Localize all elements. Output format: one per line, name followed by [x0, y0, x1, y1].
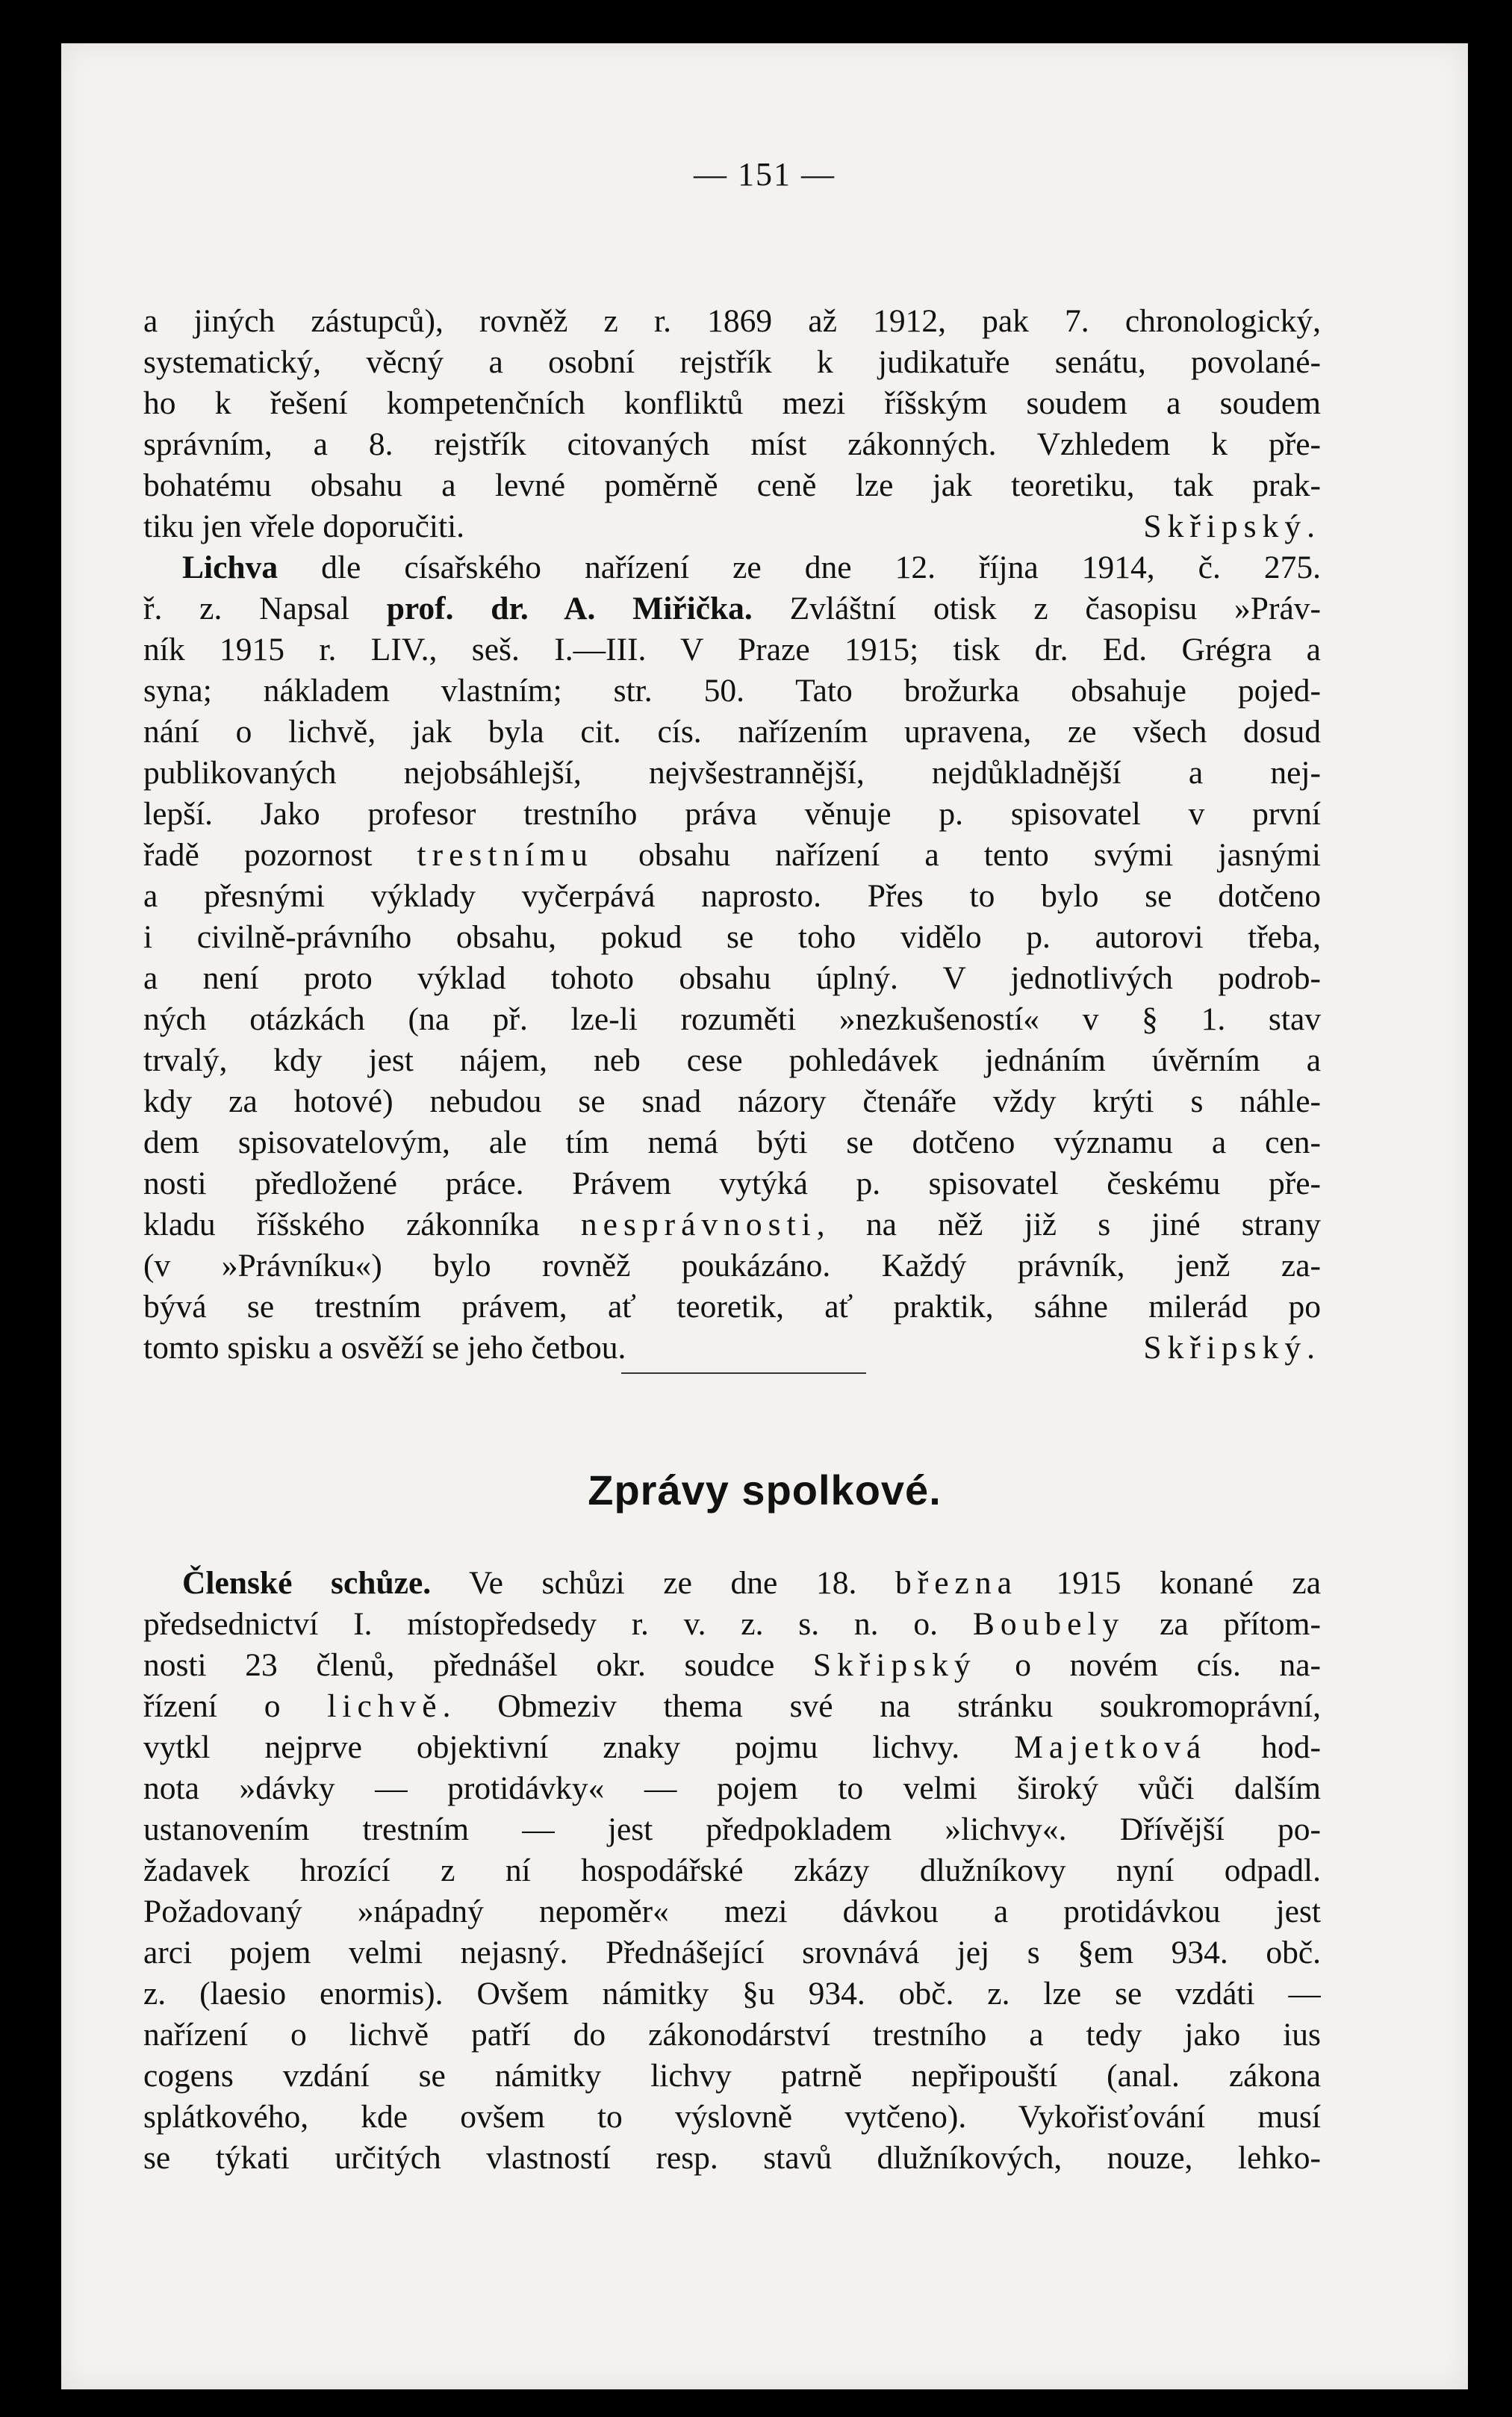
text-line [143, 1645, 1321, 1686]
text-line: a přesnými výklady vyčerpává naprosto. Přes to bylo se dotčeno [143, 878, 1321, 914]
text-line: systematický, věcný a osobní rejstřík k judikatuře senátu, povolané- [143, 344, 1321, 380]
text-line: (v »Právníku«) bylo rovněž poukázáno. Každý právník, jenž za- [143, 1248, 1321, 1284]
society-report [143, 1563, 1321, 2179]
text-segment: , na něž již s jiné strany [816, 1207, 1321, 1242]
text-line: splátkového, kde ovšem to výslovně vytčeno). Vykořisťování musí [143, 2099, 1321, 2135]
text-line: lepší. Jako profesor trestního práva věnuje p. spisovatel v první [143, 796, 1321, 832]
text-line: nání o lichvě, jak byla cit. cís. nařízením upravena, ze všech dosud [143, 714, 1321, 750]
text-line: nařízení o lichvě patří do zákonodárství trestního a tedy jako ius [143, 2017, 1321, 2053]
text-line-with-signature [143, 506, 1321, 547]
text-segment: řadě pozornost [143, 837, 417, 873]
text-line: a jiných zástupců), rovněž z r. 1869 až 1912, pak 7. chronologický, [143, 303, 1321, 339]
review-title: Lichva [182, 550, 279, 585]
text-line: arci pojem velmi nejasný. Přednášející srovnává jej s §em 934. obč. [143, 1935, 1321, 1970]
text-line: cogens vzdání se námitky lichvy patrně nepřipouští (anal. zákona [143, 2058, 1321, 2094]
text-line: žadavek hrozící z ní hospodářské zkázy dlužníkovy nyní odpadl. [143, 1853, 1321, 1888]
text-line [143, 835, 1321, 876]
review-title-line [143, 547, 1321, 588]
spaced-emphasis: trestnímu [417, 837, 594, 873]
text-segment: řízení o [143, 1688, 328, 1724]
text-segment: o novém cís. na- [976, 1647, 1321, 1683]
spaced-emphasis: nesprávnosti [580, 1207, 817, 1242]
text-line: bohatému obsahu a levné poměrně ceně lze jak teoretiku, tak prak- [143, 467, 1321, 503]
text-segment: nosti 23 členů, přednášel okr. soudce [143, 1647, 813, 1683]
text-line: ustanovením trestním — jest předpokladem »lichvy«. Dřívější po- [143, 1811, 1321, 1847]
text-line: tiku jen vřele doporučiti. [143, 508, 465, 544]
text-segment: dle císařského nařízení ze dne 12. října 1914, č. 275. [278, 550, 1321, 585]
reviewer-signature: Skřipský. [1143, 1330, 1321, 1366]
text-segment: ř. z. Napsal [143, 591, 387, 626]
section-heading: Zprávy spolkové. [588, 1466, 942, 1514]
text-segment: Zvláštní otisk z časopisu »Práv- [752, 591, 1321, 626]
reviewer-signature: Skřipský. [1143, 508, 1321, 544]
spaced-emphasis: lichvě [327, 1688, 443, 1724]
spaced-emphasis: Boubely [972, 1606, 1125, 1642]
text-line: ných otázkách (na př. lze-li rozuměti »nezkušeností« v § 1. stav [143, 1001, 1321, 1037]
text-segment: za přítom- [1124, 1606, 1321, 1642]
review-continuation [143, 301, 1321, 547]
text-line [143, 1686, 1321, 1727]
text-line: trvalý, kdy jest nájem, neb cese pohledávek jednáním úvěrním a [143, 1042, 1321, 1078]
text-line: tomto spisku a osvěží se jeho četbou. [143, 1330, 626, 1366]
text-line: se týkati určitých vlastností resp. stavů dlužníkových, nouze, lehko- [143, 2140, 1321, 2176]
report-label: Členské schůze. [182, 1565, 432, 1601]
text-line: správním, a 8. rejstřík citovaných míst zákonných. Vzhledem k pře- [143, 426, 1321, 462]
text-segment: Ve schůzi ze dne 18. [431, 1565, 895, 1601]
text-line-with-signature [143, 1328, 1321, 1369]
text-segment: 1915 konané za [1017, 1565, 1321, 1601]
section-divider [621, 1372, 866, 1374]
document-page [61, 43, 1468, 2389]
text-segment: . Obmeziv thema své na stránku soukromoprávní, [442, 1688, 1321, 1724]
text-line: dem spisovatelovým, ale tím nemá býti se dotčeno významu a cen- [143, 1124, 1321, 1160]
text-segment: obsahu nařízení a tento svými jasnými [593, 837, 1321, 873]
text-line: Požadovaný »nápadný nepoměr« mezi dávkou a protidávkou jest [143, 1894, 1321, 1929]
review-author: prof. dr. A. Miřička. [386, 591, 753, 626]
spaced-emphasis: Majetková [1014, 1729, 1207, 1765]
spaced-emphasis: Skřipský [812, 1647, 977, 1683]
spaced-emphasis: března [895, 1565, 1018, 1601]
page-number: — 151 — [694, 156, 836, 193]
text-line: publikovaných nejobsáhlejší, nejvšestrannější, nejdůkladnější a nej- [143, 755, 1321, 791]
text-line: syna; nákladem vlastním; str. 50. Tato brožurka obsahuje pojed- [143, 673, 1321, 709]
text-line [143, 1604, 1321, 1645]
text-line [143, 588, 1321, 629]
text-line: ho k řešení kompetenčních konfliktů mezi říšským soudem a soudem [143, 385, 1321, 421]
text-line: ník 1915 r. LIV., seš. I.—III. V Praze 1915; tisk dr. Ed. Grégra a [143, 632, 1321, 668]
text-line [143, 1563, 1321, 1604]
text-line: bývá se trestním právem, ať teoretik, ať praktik, sáhne milerád po [143, 1289, 1321, 1325]
text-line: a není proto výklad tohoto obsahu úplný. V jednotlivých podrob- [143, 960, 1321, 996]
text-segment: vytkl nejprve objektivní znaky pojmu lichvy. [143, 1729, 1015, 1765]
text-line: z. (laesio enormis). Ovšem námitky §u 934. obč. z. lze se vzdáti — [143, 1976, 1321, 2012]
text-line: i civilně-právního obsahu, pokud se toho vidělo p. autorovi třeba, [143, 919, 1321, 955]
text-segment: předsednictví I. místopředsedy r. v. z. s. n. o. [143, 1606, 973, 1642]
text-line: kdy za hotové) nebudou se snad názory čtenáře vždy krýti s náhle- [143, 1083, 1321, 1119]
text-segment: hod- [1207, 1729, 1321, 1765]
review-lichva [143, 547, 1321, 1369]
text-line: nosti předložené práce. Právem vytýká p. spisovatel českému pře- [143, 1166, 1321, 1201]
text-line: nota »dávky — protidávky« — pojem to velmi široký vůči dalším [143, 1770, 1321, 1806]
text-segment: kladu říšského zákonníka [143, 1207, 581, 1242]
text-line [143, 1727, 1321, 1768]
text-line [143, 1204, 1321, 1245]
